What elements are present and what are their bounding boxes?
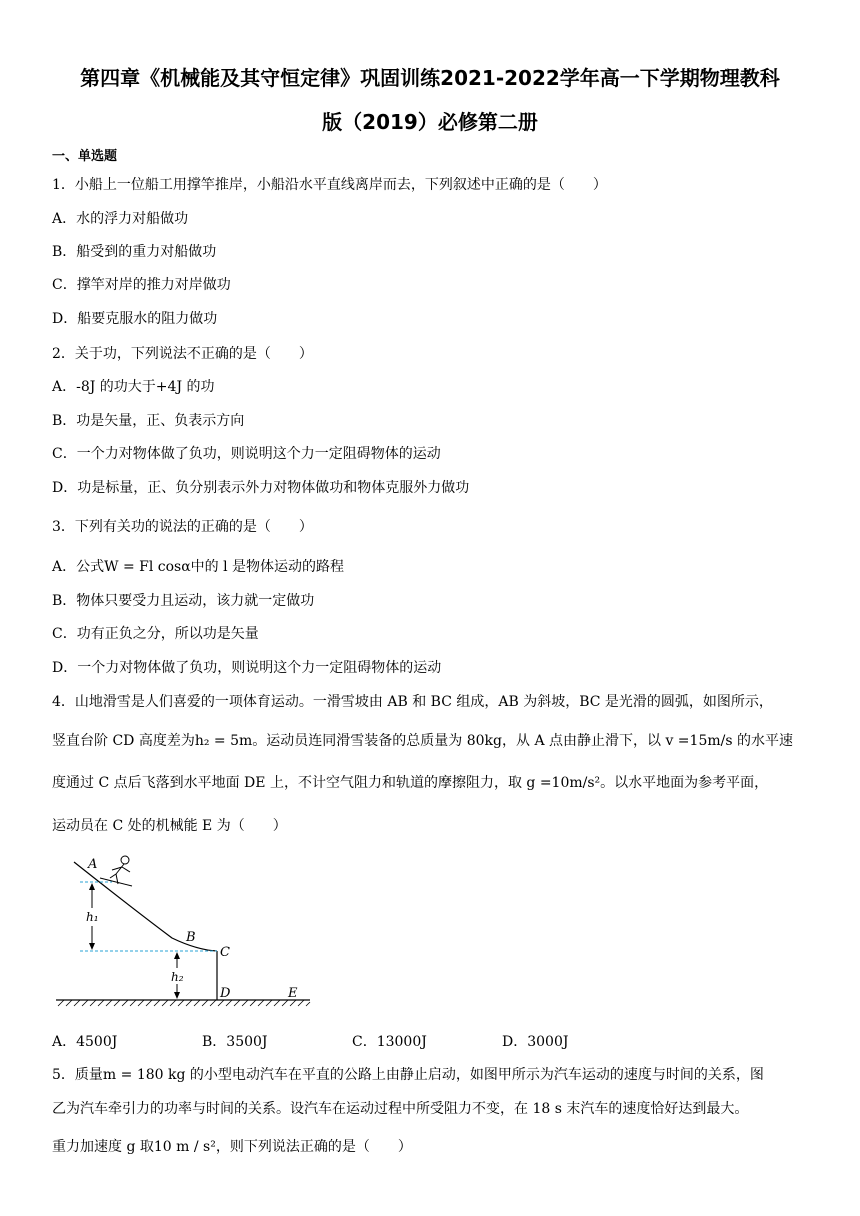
question-1-option-b: B．船受到的重力对船做功 [52, 244, 217, 260]
label-h1: h₁ [86, 910, 99, 924]
label-d: D [220, 986, 231, 1001]
label-b: B [186, 930, 196, 945]
question-5-stem-line2: 乙为汽车牵引力的功率与时间的关系。设汽车在运动过程中所受阻力不变，在 18 s 末汽车的速度恰好达到最大。 [52, 1101, 749, 1117]
question-4-option-b: B．3500J [202, 1034, 268, 1050]
question-1-stem: 1．小船上一位船工用撑竿推岸，小船沿水平直线离岸而去，下列叙述中正确的是（ ） [52, 177, 607, 193]
ski-slope-figure [52, 848, 322, 1018]
ground-hatching [58, 1000, 310, 1006]
label-h2: h₂ [171, 970, 184, 984]
question-3-option-d: D．一个力对物体做了负功，则说明这个力一定阻碍物体的运动 [52, 660, 442, 676]
question-3-option-b: B．物体只要受力且运动，该力就一定做功 [52, 593, 315, 609]
question-2-stem: 2．关于功，下列说法不正确的是（ ） [52, 346, 313, 362]
question-3-option-a: A．公式W = Fl cosα中的 l 是物体运动的路程 [52, 559, 345, 575]
question-5-stem-line1: 5．质量m = 180 kg 的小型电动汽车在平直的公路上由静止启动，如图甲所示为汽车运动的速度与时间的关系，图 [52, 1067, 764, 1083]
label-e: E [288, 986, 298, 1001]
question-4-stem-line3: 度通过 C 点后飞落到水平地面 DE 上，不计空气阻力和轨道的摩擦阻力，取 g =10m/s²。以水平地面为参考平面， [52, 775, 769, 791]
question-4-option-c: C．13000J [352, 1034, 427, 1050]
question-3-option-c: C．功有正负之分，所以功是矢量 [52, 626, 259, 642]
label-a: A [88, 857, 98, 872]
skier-icon [100, 856, 132, 886]
question-2-option-a: A．-8J 的功大于+4J 的功 [52, 379, 215, 395]
page-title-line1: 第四章《机械能及其守恒定律》巩固训练2021-2022学年高一下学期物理教科 [80, 66, 780, 90]
section-heading: 一、单选题 [52, 149, 118, 164]
question-4-option-d: D．3000J [502, 1034, 569, 1050]
question-2-option-c: C．一个力对物体做了负功，则说明这个力一定阻碍物体的运动 [52, 446, 441, 462]
question-4-stem-line1: 4．山地滑雪是人们喜爱的一项体育运动。一滑雪坡由 AB 和 BC 组成，AB 为斜坡，BC 是光滑的圆弧，如图所示， [52, 694, 773, 710]
question-2-option-b: B．功是矢量，正、负表示方向 [52, 413, 245, 429]
question-2-option-d: D．功是标量，正、负分别表示外力对物体做功和物体克服外力做功 [52, 480, 470, 496]
label-c: C [220, 945, 230, 960]
question-4-stem-line2: 竖直台阶 CD 高度差为h₂ = 5m。运动员连同滑雪装备的总质量为 80kg，从 A 点由静止滑下，以 v =15m/s 的水平速 [52, 733, 793, 749]
question-1-option-a: A．水的浮力对船做功 [52, 211, 189, 227]
question-4-stem-line4: 运动员在 C 处的机械能 E 为（ ） [52, 818, 287, 834]
page-title-line2: 版（2019）必修第二册 [322, 110, 538, 134]
question-1-option-d: D．船要克服水的阻力做功 [52, 311, 218, 327]
question-4-option-a: A．4500J [52, 1034, 118, 1050]
question-3-stem: 3．下列有关功的说法的正确的是（ ） [52, 519, 313, 535]
question-1-option-c: C．撑竿对岸的推力对岸做功 [52, 277, 231, 293]
question-5-stem-line3: 重力加速度 g 取10 m / s²，则下列说法正确的是（ ） [52, 1139, 412, 1155]
